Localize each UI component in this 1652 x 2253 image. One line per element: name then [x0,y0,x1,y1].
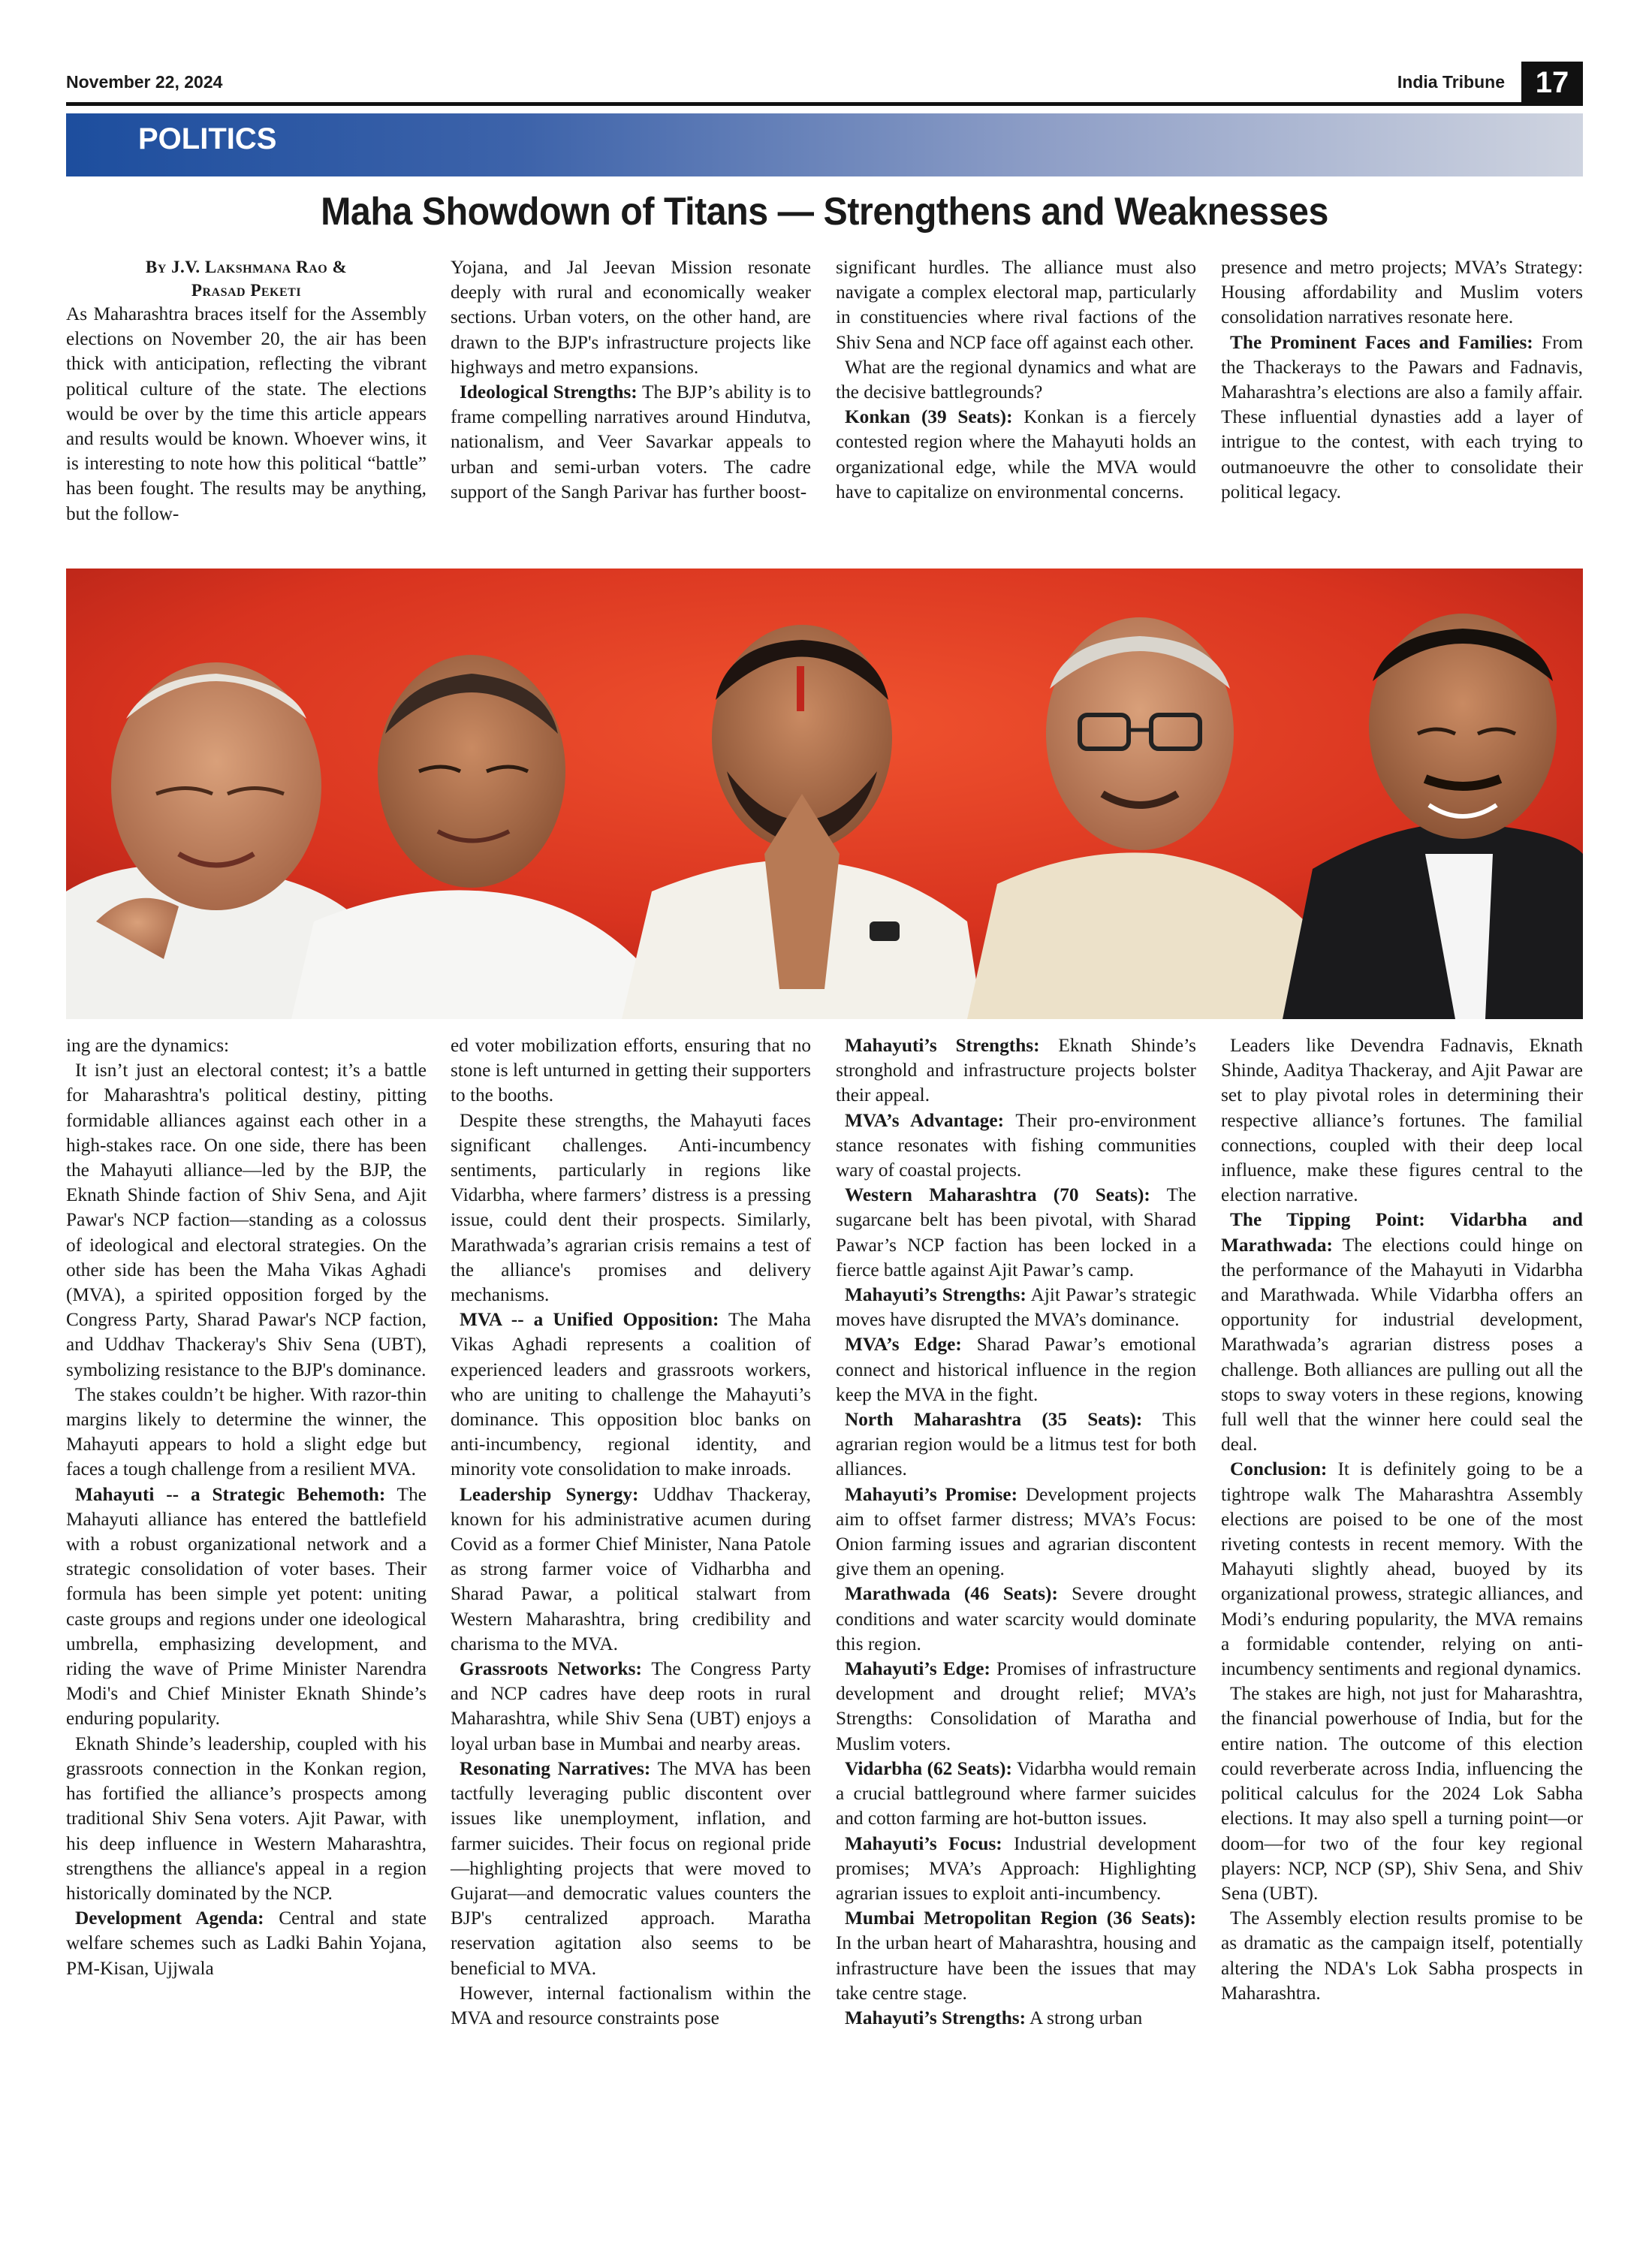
paragraph [836,1183,1196,1283]
article-title: Maha Showdown of Titans — Strengthens and Weaknesses [321,190,1328,234]
column-1-bottom [66,1033,427,1981]
paragraph-text: The Congress Party and NCP cadres have deep roots in rural Maharashtra, while Shiv Sena (UBT) enjoys a loyal urban base in Mumbai and nearby areas. [451,1658,812,1754]
issue-date: November 22, 2024 [66,72,223,92]
paragraph: The stakes couldn’t be higher. With razor-thin margins likely to determine the winner, the Mahayuti appears to hold a slight edge but faces a tough challenge from a resilient MVA. [66,1383,427,1480]
paragraph-text: Industrial development promises; MVA’s Approach: Highlighting agrarian issues to exploit anti-incumbency. [836,1832,1196,1904]
subhead: MVA’s Edge: [845,1334,962,1356]
subhead: Mahayuti’s Strengths: [845,1284,1026,1306]
paragraph-text: Sharad Pawar’s emotional connect and historical influence in the region keep the MVA in the fight. [836,1334,1196,1405]
paragraph [836,1832,1196,1907]
paragraph: The stakes are high, not just for Maharashtra, the financial powerhouse of India, but for the entire nation. The outcome of this election could reverberate across India, influencing the political calculus for the 2024 Lok Sabha elections. It may also spell a turning point—or doom—for two of the four key regional players: NCP, NCP (SP), Shiv Sena, and Shiv Sena (UBT). [1221,1683,1583,1904]
paragraph [66,1482,427,1732]
paragraph-text: Severe drought conditions and water scarcity would dominate this region. [836,1583,1196,1654]
paragraph [451,1482,811,1657]
column-1-top [66,255,427,526]
column-4-top [1221,255,1583,505]
paragraph-text: Eknath Shinde’s stronghold and infrastructure projects bolster their appeal. [836,1035,1196,1106]
byline-line-2: Prasad Peketi [191,281,302,300]
paragraph-text: From the Thackerays to the Pawars and Fadnavis, Maharashtra’s elections are also a family affair. These influential dynasties add a layer of intrigue to the contest, with each trying to outmanoeuvre the other to consolidate their political legacy. [1221,331,1583,502]
subhead: Western Maharashtra (70 Seats): [845,1184,1150,1206]
paragraph-text: Development projects aim to offset farmer distress; MVA’s Focus: Onion farming issues and agrarian discontent give them an opening. [836,1483,1196,1580]
subhead: Mumbai Metropolitan Region (36 Seats): [845,1908,1196,1929]
subhead: Mahayuti’s Promise: [845,1483,1018,1505]
paragraph [1221,330,1583,505]
paragraph: presence and metro projects; MVA’s Strategy: Housing affordability and Muslim voters consolidation narratives resonate here. [1221,257,1583,328]
subhead: Mahayuti’s Strengths: [845,1035,1040,1056]
paragraph [836,1283,1196,1332]
subhead: The Tipping Point: Vidarbha and Marathwada: [1221,1209,1583,1256]
page-number: 17 [1521,62,1583,104]
paragraph: ing are the dynamics: [66,1035,230,1056]
leaders-photo [66,569,1583,1019]
subhead: Mahayuti’s Focus: [845,1832,1002,1854]
paragraph-text: The Mahayuti alliance has entered the battlefield with a robust organizational network and a strategic consolidation of voter bases. Their formula has been simple yet potent: uniting caste groups and regions under one ideological umbrella, emphasizing development, and riding the wave of Prime Minister Narendra Modi's and Chief Minister Eknath Shinde’s enduring popularity. [66,1483,427,1730]
paragraph [836,1332,1196,1407]
paragraph: It isn’t just an electoral contest; it’s a battle for Maharashtra's political destiny, pitting formidable alliances against each other in a high-stakes race. On one side, there has been the Mahayuti alliance—led by the BJP, the Eknath Shinde faction of Shiv Sena, and Ajit Pawar's NCP faction—standing as a colossus of ideological and electoral strategies. On the other side has been the Maha Vikas Aghadi (MVA), a spirited opposition forged by the Congress Party, Sharad Pawar's NCP faction, and Uddhav Thackeray's Shiv Sena (UBT), symbolizing resistance to the BJP's dominance. [66,1060,427,1380]
paragraph [836,405,1196,505]
subhead: Ideological Strengths: [460,382,638,403]
paragraph-text: Vidarbha would remain a crucial battleground where farmer suicides and cotton farming are hot-button issues. [836,1757,1196,1829]
subhead: Conclusion: [1230,1458,1328,1480]
subhead: Leadership Synergy: [460,1483,639,1505]
paragraph [451,380,811,505]
subhead: North Maharashtra (35 Seats): [845,1409,1143,1431]
column-4-bottom [1221,1033,1583,2006]
paragraph: Leaders like Devendra Fadnavis, Eknath Shinde, Aaditya Thackeray, and Ajit Pawar are set to play pivotal roles in determining their respective alliance’s fortunes. The familial connections, coupled with their deep local influence, make these figures central to the election narrative. [1221,1035,1583,1206]
subhead: MVA’s Advantage: [845,1109,1005,1131]
paragraph [451,1657,811,1757]
paragraph-text: It is definitely going to be a tightrope walk The Maharashtra Assembly elections are poised to be one of the most riveting contests in recent memory. With the Mahayuti slightly ahead, buoyed by its organizational prowess, strategic alliances, and Modi’s enduring popularity, the MVA remains a formidable contender, relying on anti-incumbency sentiments and regional dynamics. [1221,1458,1583,1680]
paragraph [66,1906,427,1981]
paragraph-text: Central and state welfare schemes such as Ladki Bahin Yojana, PM-Kisan, Ujjwala [66,1908,427,1979]
paragraph [836,2006,1196,2031]
paragraph [1221,1208,1583,1457]
paragraph-text: A strong urban [1026,2007,1143,2028]
paragraph-text: This agrarian region would be a litmus test for both alliances. [836,1409,1196,1480]
paragraph [836,1482,1196,1582]
paragraph-text: The Maha Vikas Aghadi represents a coalition of experienced leaders and grassroots workers, who are uniting to challenge the Mahayuti’s dominance. This opposition bloc banks on anti-incumbency, regional identity, and minority vote consolidation to make inroads. [451,1309,811,1480]
paragraph-text: The elections could hinge on the performance of the Mahayuti in Vidarbha and Marathwada. While Vidarbha offers an opportunity for industrial development, Marathwada’s agrarian distress poses a challenge. Both alliances are pulling out all the stops to sway voters in these regions, knowing full well that the winner here could seal the deal. [1221,1234,1583,1455]
paragraph: As Maharashtra braces itself for the Assembly elections on November 20, the air has been thick with anticipation, reflecting the vibrant political culture of the state. The elections would be over by the time this article appears and results would be known. Whoever wins, it is interesting to note how this political “battle” has been fought. The results may be anything, but the follow- [66,303,427,524]
paragraph-text: The sugarcane belt has been pivotal, with Sharad Pawar’s NCP faction has been locked in a fierce battle against Ajit Pawar’s camp. [836,1184,1197,1280]
column-2-top [451,255,811,505]
section-label: POLITICS [138,122,277,155]
subhead: Konkan (39 Seats): [845,406,1013,428]
subhead: Vidarbha (62 Seats): [845,1757,1012,1779]
paragraph [836,1033,1196,1108]
paragraph: What are the regional dynamics and what are the decisive battlegrounds? [836,356,1196,403]
paragraph [451,1307,811,1482]
subhead: Marathwada (46 Seats): [845,1583,1058,1605]
section-band [66,113,1583,176]
subhead: Mahayuti -- a Strategic Behemoth: [75,1483,386,1505]
paragraph: ed voter mobilization efforts, ensuring that no stone is left unturned in getting their supporters to the booths. [451,1035,811,1106]
paragraph: Despite these strengths, the Mahayuti faces significant challenges. Anti-incumbency sentiments, particularly in regions like Vidarbha, where farmers’ distress is a pressing issue, could dent their prospects. Similarly, Marathwada’s agrarian crisis remains a test of the alliance's promises and delivery mechanisms. [451,1109,811,1306]
paragraph [836,1757,1196,1832]
paragraph [1221,1457,1583,1681]
paragraph-text: Ajit Pawar’s strategic moves have disrupted the MVA’s dominance. [836,1284,1196,1331]
publication-name: India Tribune [1397,72,1505,92]
subhead: Mahayuti’s Edge: [845,1658,990,1680]
paragraph-text: In the urban heart of Maharashtra, housing and infrastructure have been the issues that may take centre stage. [836,1932,1196,2004]
paragraph-text: The MVA has been tactfully leveraging public discontent over issues like unemployment, inflation, and farmer suicides. Their focus on regional pride—highlighting projects that were moved to Gujarat—and democratic values counters the BJP's centralized approach. Maratha reservation agitation also seems to be beneficial to MVA. [451,1757,812,1979]
subhead: Mahayuti’s Strengths: [845,2007,1026,2028]
subhead: Development Agenda: [75,1908,264,1929]
byline-line-1: By J.V. Lakshmana Rao & [145,258,348,276]
paragraph [451,1757,811,1981]
paragraph: The Assembly election results promise to be as dramatic as the campaign itself, potentially altering the NDA's Lok Sabha prospects in Maharashtra. [1221,1908,1583,2004]
header-rule [66,102,1583,106]
paragraph: significant hurdles. The alliance must also navigate a complex electoral map, particularly in constituencies where rival factions of the Shiv Sena and NCP face off against each other. [836,257,1196,353]
subhead: Resonating Narratives: [460,1757,651,1779]
paragraph-text: The BJP’s ability is to frame compelling narratives around Hindutva, nationalism, and Veer Savarkar appeals to urban and semi-urban voters. The cadre support of the Sangh Parivar has further boost- [451,382,812,502]
column-3-top [836,255,1196,505]
paragraph-text: Their pro-environment stance resonates with fishing communities wary of coastal projects. [836,1109,1196,1181]
paragraph-text: Uddhav Thackeray, known for his administrative acumen during Covid as a former Chief Minister, Nana Patole as strong farmer voice of Vidharbha and Sharad Pawar, a political stalwart from Western Maharashtra, bring credibility and charisma to the MVA. [451,1483,811,1654]
subhead: MVA -- a Unified Opposition: [460,1309,719,1331]
paragraph [836,1407,1196,1482]
paragraph [836,1906,1196,2006]
paragraph-text: Promises of infrastructure development and drought relief; MVA’s Strengths: Consolidation of Maratha and Muslim voters. [836,1658,1196,1754]
paragraph [836,1582,1196,1657]
paragraph: However, internal factionalism within the MVA and resource constraints pose [451,1982,811,2028]
paragraph [836,1657,1196,1757]
column-2-bottom [451,1033,811,2031]
paragraph [836,1108,1196,1184]
paragraph: Yojana, and Jal Jeevan Mission resonate deeply with rural and economically weaker sections. Urban voters, on the other hand, are drawn to the BJP's infrastructure projects like highways and metro expansions. [451,257,811,378]
subhead: The Prominent Faces and Families: [1230,331,1533,353]
column-3-bottom [836,1033,1196,2031]
subhead: Grassroots Networks: [460,1658,642,1680]
paragraph: Eknath Shinde’s leadership, coupled with his grassroots connection in the Konkan region, has fortified the alliance’s prospects among traditional Shiv Sena voters. Ajit Pawar, with his deep influence in Western Maharashtra, strengthens the alliance's appeal in a region historically dominated by the NCP. [66,1733,427,1904]
paragraph-text: Konkan is a fiercely contested region where the Mahayuti holds an organizational edge, while the MVA would have to capitalize on environmental concerns. [836,406,1196,502]
